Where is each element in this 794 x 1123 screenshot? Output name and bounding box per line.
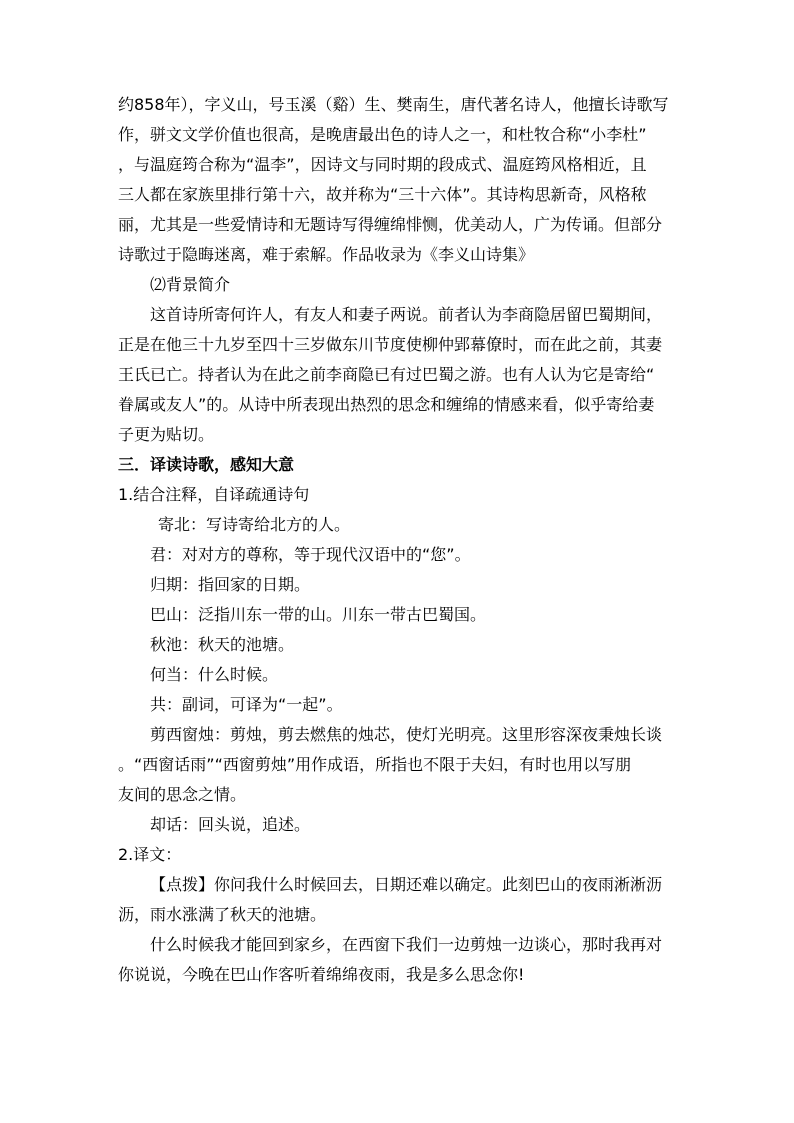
note-jianzhu-line: 剪西窗烛：剪烛，剪去燃焦的烛芯，使灯光明亮。这里形容深夜秉烛长谈 bbox=[150, 725, 663, 744]
translation-line: 【点拨】你问我什么时候回去，日期还难以确定。此刻巴山的夜雨淅淅沥 bbox=[150, 875, 663, 894]
bio-line: 约858年），字义山，号玉溪（谿）生、樊南生，唐代著名诗人，他擅长诗歌写 bbox=[118, 95, 669, 114]
subsection-heading: 2.译文： bbox=[118, 845, 182, 864]
bio-line: ，与温庭筠合称为“温李”，因诗文与同时期的段成式、温庭筠风格相近，且 bbox=[118, 155, 647, 174]
background-line: 眷属或友人”的。从诗中所表现出热烈的思念和缠绵的情感来看，似乎寄给妻 bbox=[118, 395, 655, 414]
background-line: 正是在他三十九岁至四十三岁做东川节度使柳仲郢幕僚时，而在此之前，其妻 bbox=[118, 335, 663, 354]
document-body bbox=[118, 90, 678, 990]
background-line: 王氏已亡。持者认为在此之前李商隐已有过巴蜀之游。也有人认为它是寄给“ bbox=[118, 365, 655, 384]
note-item: 君：对对方的尊称，等于现代汉语中的“您”。 bbox=[150, 545, 471, 564]
note-item: 巴山：泛指川东一带的山。川东一带古巴蜀国。 bbox=[150, 605, 487, 624]
note-jianzhu-line: 。“西窗话雨”“西窗剪烛”用作成语，所指也不限于夫妇，有时也用以写朋 bbox=[118, 755, 632, 774]
translation-line: 你说说，今晚在巴山作客听着绵绵夜雨，我是多么思念你! bbox=[118, 965, 525, 984]
note-item: 归期：指回家的日期。 bbox=[150, 575, 311, 594]
bio-line: 诗歌过于隐晦迷离，难于索解。作品收录为《李义山诗集》 bbox=[118, 245, 535, 264]
note-item: 共：副词，可译为“一起”。 bbox=[150, 695, 343, 714]
bio-line: 丽，尤其是一些爱情诗和无题诗写得缠绵悱恻，优美动人，广为传诵。但部分 bbox=[118, 215, 663, 234]
background-heading: ⑵背景简介 bbox=[150, 275, 231, 294]
note-item: 却话：回头说，追述。 bbox=[150, 815, 311, 834]
note-jianzhu-line: 友间的思念之情。 bbox=[118, 785, 247, 804]
bio-line: 作，骈文文学价值也很高，是晚唐最出色的诗人之一，和杜牧合称“小李杜” bbox=[118, 125, 647, 144]
background-line: 这首诗所寄何许人，有友人和妻子两说。前者认为李商隐居留巴蜀期间， bbox=[150, 305, 663, 324]
section-heading: 三．译读诗歌，感知大意 bbox=[118, 455, 295, 474]
translation-line: 什么时候我才能回到家乡，在西窗下我们一边剪烛一边谈心，那时我再对 bbox=[150, 935, 663, 954]
note-item: 寄北：写诗寄给北方的人。 bbox=[158, 515, 351, 534]
note-item: 何当：什么时候。 bbox=[150, 665, 279, 684]
background-line: 子更为贴切。 bbox=[118, 425, 215, 444]
note-item: 秋池：秋天的池塘。 bbox=[150, 635, 295, 654]
subsection-heading: 1.结合注释，自译疏通诗句 bbox=[118, 485, 310, 504]
translation-line: 沥，雨水涨满了秋天的池塘。 bbox=[118, 905, 327, 924]
bio-line: 三人都在家族里排行第十六，故并称为“三十六体”。其诗构思新奇，风格秾 bbox=[118, 185, 647, 204]
